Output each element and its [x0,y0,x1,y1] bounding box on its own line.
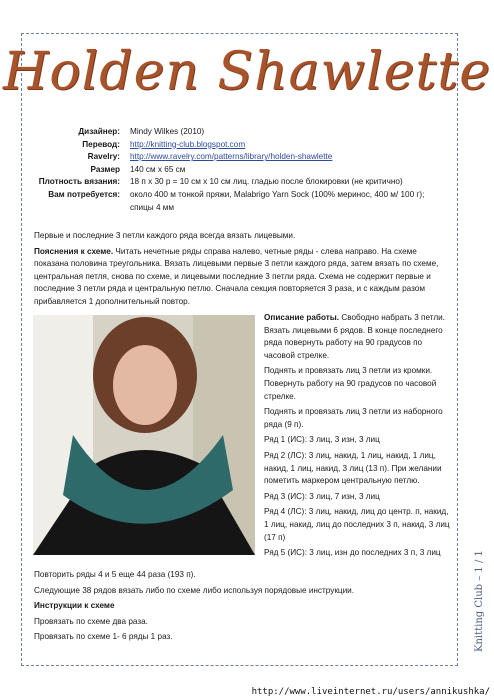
instructions-right [264,312,452,563]
right-text: Ряд 4 (ЛС): 3 лиц, накид, лиц до центр. п, накид, 1 лиц, накид, лиц до последних 3 п, накид, 3 лиц (17 п) [264,507,450,542]
meta-key: Дизайнер: [78,127,120,136]
source-url[interactable]: http://www.liveinternet.ru/users/annikushka/ [251,687,490,697]
right-paragraph [264,434,452,447]
scheme-explanation-heading: Пояснения к схеме. [34,246,114,256]
bottom-text: Провязать по схеме 1- 6 ряды 1 раз. [34,632,173,642]
right-text: Ряд 1 (ИС): 3 лиц, 3 изн, 3 лиц [264,435,380,445]
instructions-bottom [34,569,454,647]
meta-key: Плотность вязания: [38,177,120,187]
meta-row [34,151,450,164]
bottom-text: Повторить ряды 4 и 5 еще 44 раза (193 п). [34,570,196,579]
meta-key: Перевод: [82,139,120,149]
bottom-paragraph [34,600,454,613]
right-paragraph [264,506,452,544]
side-label [474,532,488,652]
meta-link[interactable]: http://knitting-club.blogspot.com [130,139,246,149]
bottom-paragraph [34,631,454,644]
scheme-explanation [34,246,444,309]
meta-value: 140 см х 65 см [130,164,186,174]
model-photo [33,315,255,555]
bottom-text: Провязать по схеме два раза. [34,616,148,626]
right-paragraph [264,406,452,431]
right-paragraph [264,312,452,362]
meta-value: 18 п х 30 р = 10 см х 10 см лиц. гладью после блокировки (не критично) [130,177,403,187]
meta-row [34,126,450,139]
bottom-paragraph [34,616,454,629]
right-paragraph [264,365,452,403]
meta-key: Вам потребуется: [48,189,120,199]
right-paragraph [264,450,452,488]
right-text: Ряд 5 (ИС): 3 лиц, изн до последних 3 п, 3 лиц [264,548,441,558]
meta-row [34,176,450,189]
meta-row [34,139,450,152]
right-paragraph [264,547,452,560]
meta-key: Ravelry: [87,152,120,162]
right-text: Ряд 2 (ЛС): 3 лиц, накид, 1 лиц, накид, 1 лиц, накид, 1 лиц, накид, 3 лиц (13 п). При желании пометить маркером центральную петлю. [264,450,442,486]
right-heading: Описание работы. [264,313,340,322]
meta-value: Mindy Wilkes (2010) [130,127,205,136]
meta-key: Размер [90,164,120,174]
right-text: Свободно набрать 3 петли. Вязать лицевыми 6 рядов. В конце последнего ряда повернуть работу на 90 градусов по часовой стрелке. [264,313,445,360]
bottom-heading: Инструкции к схеме [34,601,115,611]
intro-block [34,230,444,312]
meta-row [34,164,450,177]
bottom-paragraph [34,569,454,582]
side-label-text: Knitting Club – 1 / 1 [474,550,485,652]
scheme-explanation-text: Читать нечетные ряды справа налево, четные ряды - слева направо. На схеме показана половина треугольника. Вязать лицевыми первые 3 петли каждого ряда, затем вязать по схеме, центральная петля, снова по схеме, и лицевыми последние 3 петли ряда. Схема не содержит первые и последние 3 петли ряда и центральную петлю. Сначала секция повторяется 3 раза, и с каждым разом прибавляется 1 дополнительный повтор. [34,246,439,306]
right-text: Ряд 3 (ИС): 3 лиц, 7 изн, 3 лиц [264,491,380,501]
right-paragraph [264,491,452,504]
intro-rule: Первые и последние 3 петли каждого ряда всегда вязать лицевыми. [34,231,296,240]
right-text: Поднять и провязать лиц 3 петли из кромки. Повернуть работу на 90 градусов по часовой стрелке. [264,366,437,401]
page-title: Holden Shawlette [3,42,491,102]
meta-link[interactable]: http://www.ravelry.com/patterns/library/holden-shawlette [130,152,333,162]
bottom-paragraph [34,585,454,598]
meta-row [34,189,450,214]
right-text: Поднять и провязать лиц 3 петли из наборного ряда (9 п). [264,407,443,429]
bottom-text: Следующие 38 рядов вязать либо по схеме либо используя порядовые инструкции. [34,585,355,595]
meta-value: около 400 м тонкой пряжи, Malabrigo Yarn Sock (100% меринос, 400 м/ 100 г); спицы 4 мм [130,189,425,212]
pattern-meta [34,126,450,214]
model-photo-illustration [33,315,255,555]
